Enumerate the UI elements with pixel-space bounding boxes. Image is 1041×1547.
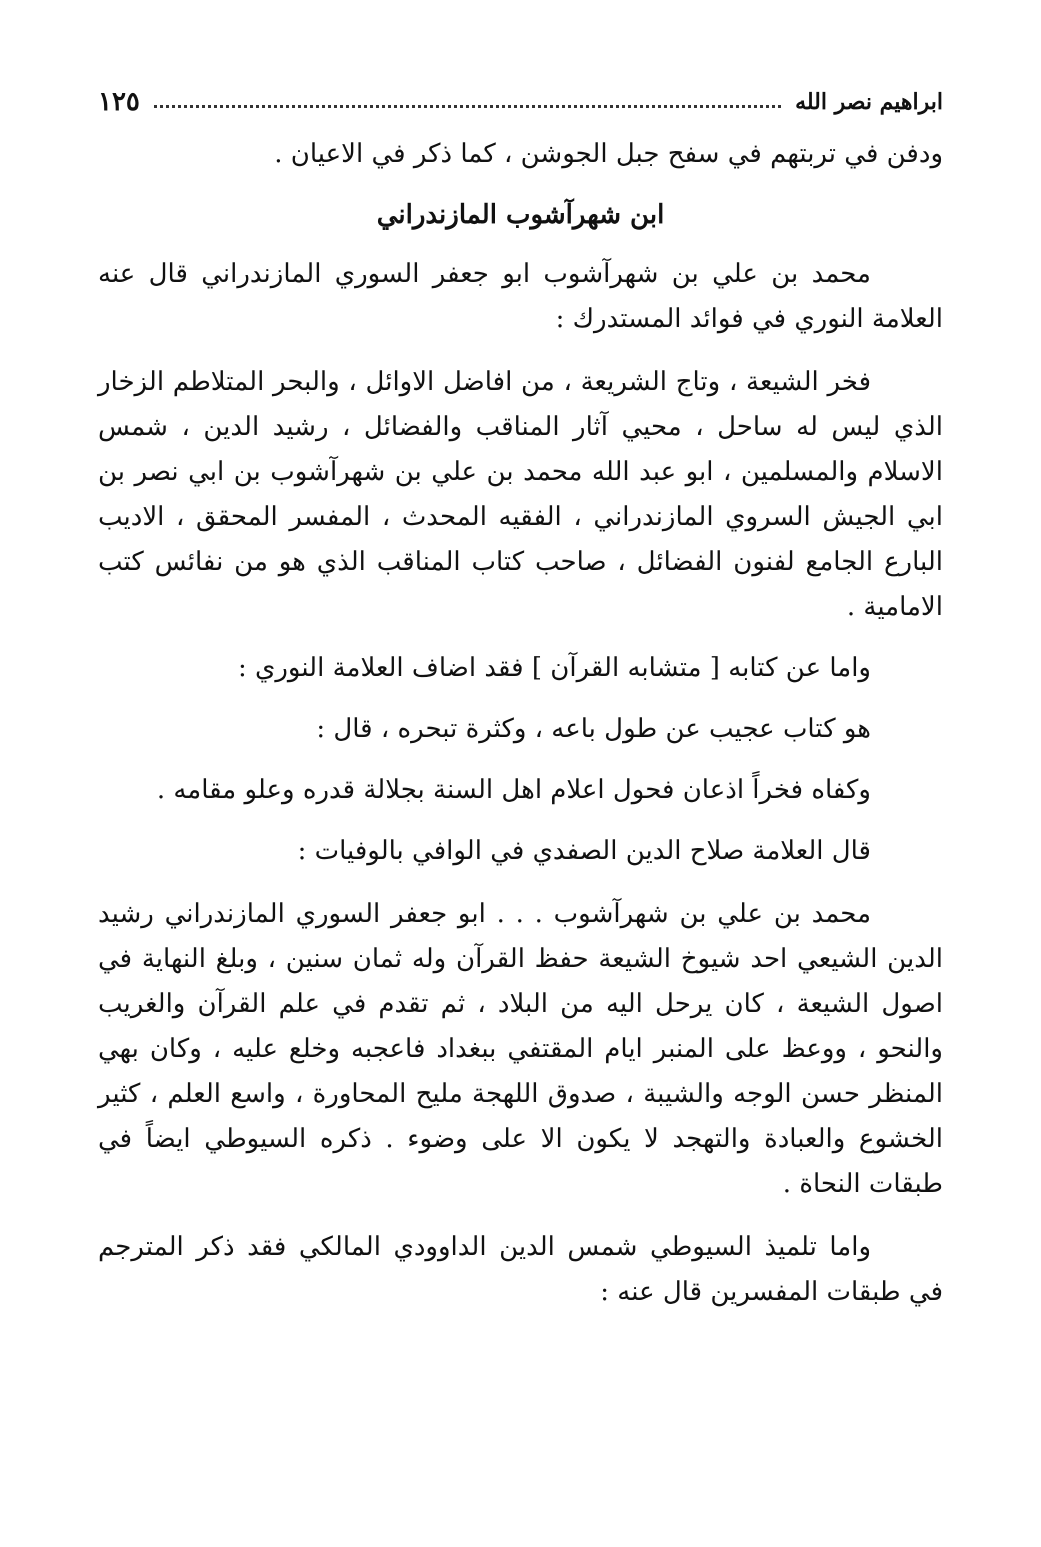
paragraph: محمد بن علي بن شهرآشوب ابو جعفر السوري المازندراني قال عنه العلامة النوري في فوائد المستدرك : <box>98 259 943 334</box>
paragraph-line: وكفاه فخراً اذعان فحول اعلام اهل السنة بجلالة قدره وعلو مقامه . <box>156 775 871 805</box>
paragraph: محمد بن علي بن شهرآشوب . . . ابو جعفر السوري المازندراني رشيد الدين الشيعي احد شيوخ الشيعة حفظ القرآن وله ثمان سنين ، وبلغ النهاية في اصول الشيعة ، كان يرحل اليه من البلاد ، ثم تقدم في علم القرآن والغريب والنحو ، ووعظ على المنبر ايام المقتفي ببغداد فاعجبه وخلع عليه ، وكان بهي المنظر حسن الوجه والشيبة ، صدوق اللهجة مليح المحاورة ، واسع العلم ، كثير الخشوع والعبادة والتهجد لا يكون الا على وضوء . ذكره السيوطي ايضاً في طبقات النحاة . <box>98 899 944 1199</box>
page-number: ١٢٥ <box>98 87 140 117</box>
header-dot-leader <box>154 105 781 108</box>
section-title: ابن شهرآشوب المازندراني <box>376 200 665 230</box>
book-page <box>98 80 943 1520</box>
paragraph: فخر الشيعة ، وتاج الشريعة ، من افاضل الاوائل ، والبحر المتلاطم الزخار الذي ليس له ساحل ، محيي آثار المناقب والفضائل ، رشيد الدين ، شمس الاسلام والمسلمين ، ابو عبد الله محمد بن علي بن شهرآشوب بن ابي نصر بن ابي الجيش السروي المازندراني ، الفقيه المحدث ، المفسر المحقق ، الاديب البارع الجامع لفنون الفضائل ، صاحب كتاب المناقب الذي هو من نفائس كتب الامامية . <box>98 367 943 622</box>
intro-line: ودفن في تربتهم في سفح جبل الجوشن ، كما ذكر في الاعيان . <box>274 139 943 169</box>
page-body <box>98 132 943 1315</box>
paragraph: واما تلميذ السيوطي شمس الدين الداوودي المالكي فقد ذكر المترجم في طبقات المفسرين قال عنه : <box>98 1232 943 1307</box>
paragraph-line: واما عن كتابه [ متشابه القرآن ] فقد اضاف العلامة النوري : <box>237 653 871 683</box>
paragraph-line: قال العلامة صلاح الدين الصفدي في الوافي بالوفيات : <box>297 836 871 866</box>
running-title: ابراهيم نصر الله <box>795 89 943 115</box>
page-header <box>98 80 943 124</box>
paragraph-line: هو كتاب عجيب عن طول باعه ، وكثرة تبحره ، قال : <box>316 714 871 744</box>
